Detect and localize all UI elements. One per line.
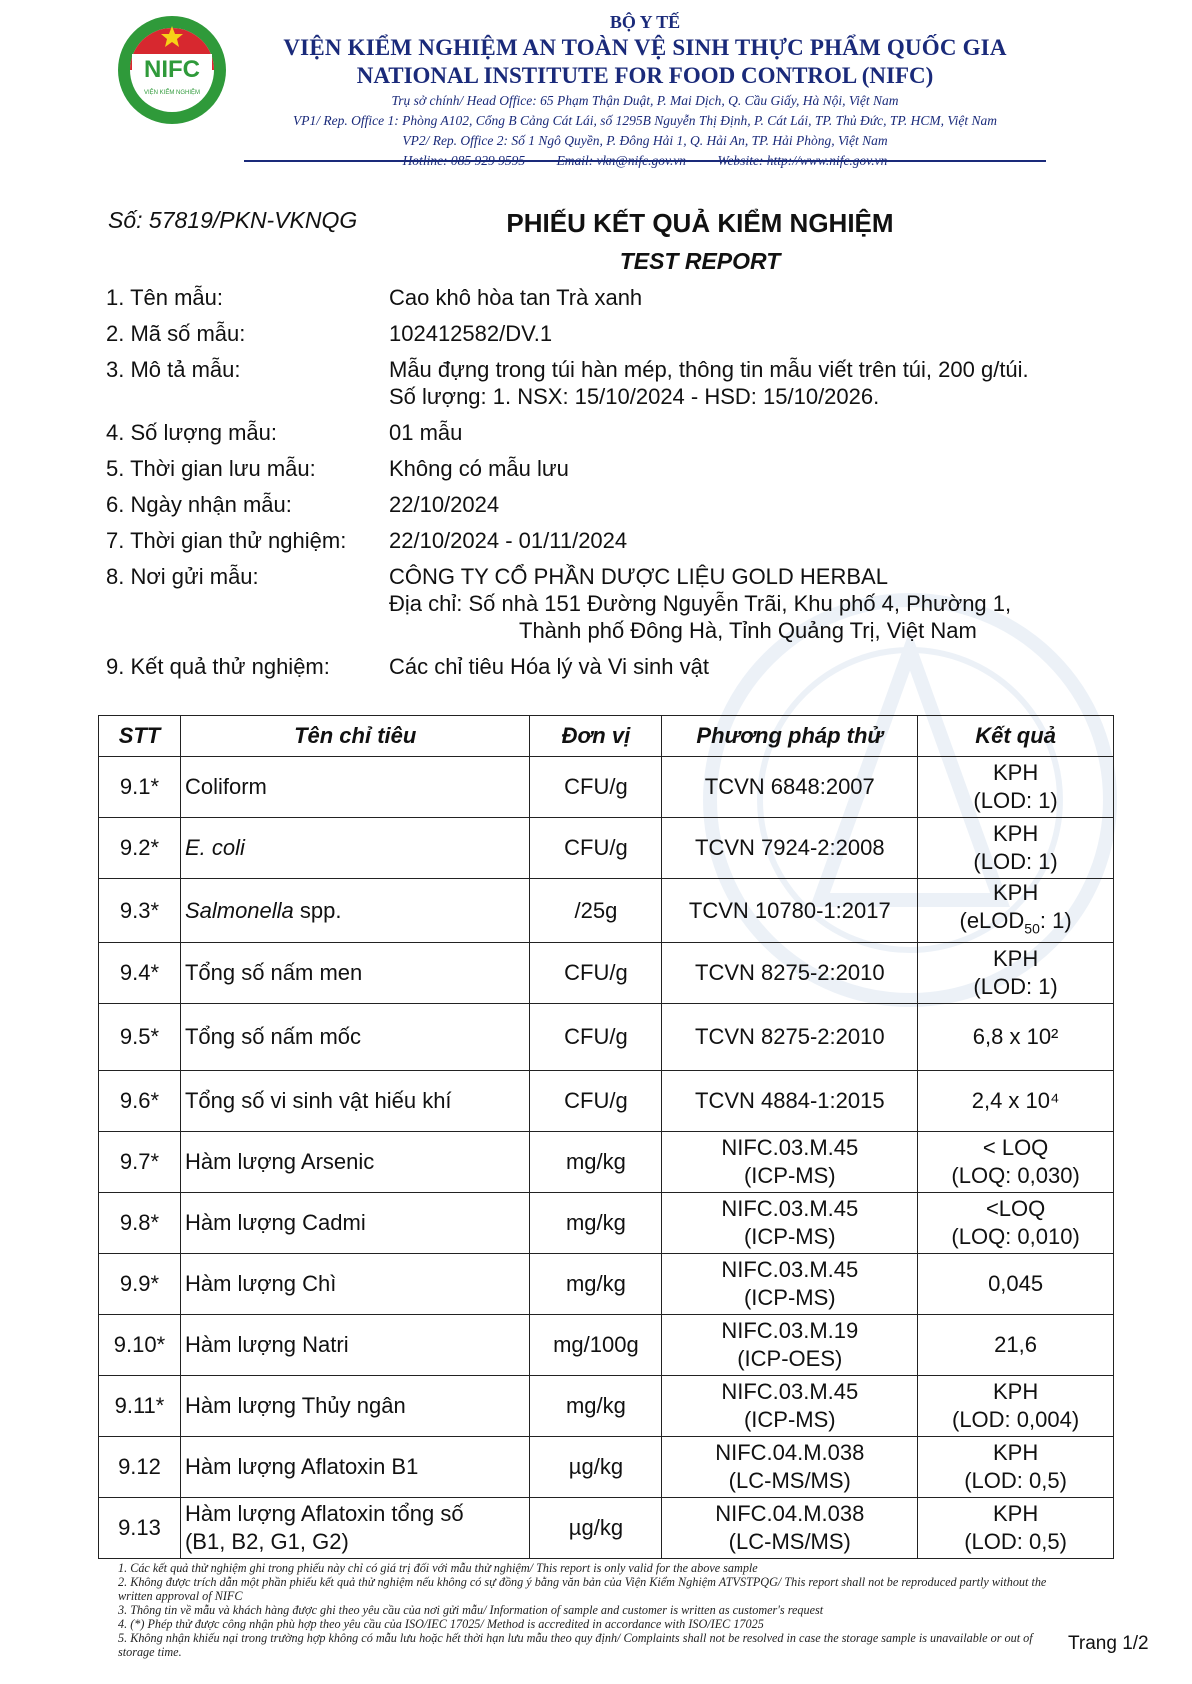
- head-office: Trụ sở chính/ Head Office: 65 Phạm Thận Duật, P. Mai Dịch, Q. Cầu Giấy, Hà Nội, Việt Nam: [391, 93, 899, 108]
- info-row: 8. Nơi gửi mẫu: CÔNG TY CỔ PHẦN DƯỢC LIỆU GOLD HERBAL Địa chỉ: Số nhà 151 Đường Nguyễn Trãi, Khu phố 4, Phường 1, Thành phố Đông Hà, Tỉnh Quảng Trị, Việt Nam: [106, 563, 1106, 653]
- table-row: 9.12 Hàm lượng Aflatoxin B1 µg/kg NIFC.04.M.038 (LC-MS/MS) KPH (LOD: 0,5): [99, 1437, 1114, 1498]
- info-row: 6. Ngày nhận mẫu: 22/10/2024: [106, 491, 1106, 527]
- table-row: 9.10* Hàm lượng Natri mg/100g NIFC.03.M.19 (ICP-OES) 21,6: [99, 1315, 1114, 1376]
- letterhead: [240, 12, 1050, 169]
- sample-quantity: 01 mẫu: [389, 420, 463, 445]
- footnote: 3. Thông tin về mẫu và khách hàng được ghi theo yêu cầu của nơi gửi mẫu/ Information of sample and customer is written as customer's request: [118, 1603, 824, 1617]
- info-row: 4. Số lượng mẫu: 01 mẫu: [106, 419, 1106, 455]
- received-date: 22/10/2024: [389, 492, 500, 517]
- table-row: 9.5* Tổng số nấm mốc CFU/g TCVN 8275-2:2010 6,8 x 10²: [99, 1004, 1114, 1071]
- col-header-result: Kết quả: [918, 716, 1114, 757]
- institute-name-vn: VIỆN KIỂM NGHIỆM AN TOÀN VỆ SINH THỰC PHẨM QUỐC GIA: [283, 35, 1007, 60]
- office-1: VP1/ Rep. Office 1: Phòng A102, Cổng B Cảng Cát Lái, số 1295B Nguyễn Thị Định, P. Cát Lái, TP. Thủ Đức, TP. HCM, Việt Nam: [292, 113, 997, 128]
- svg-text:NIFC: NIFC: [144, 56, 200, 83]
- test-result-scope: Các chỉ tiêu Hóa lý và Vi sinh vật: [389, 654, 709, 679]
- col-header-name: Tên chỉ tiêu: [180, 716, 530, 757]
- table-row: 9.7* Hàm lượng Arsenic mg/kg NIFC.03.M.45 (ICP-MS) < LOQ (LOQ: 0,030): [99, 1132, 1114, 1193]
- hotline: Hotline: 085 929 9595: [402, 153, 526, 168]
- report-subtitle: TEST REPORT: [619, 248, 781, 274]
- nifc-logo: [116, 14, 228, 126]
- info-row: 5. Thời gian lưu mẫu: Không có mẫu lưu: [106, 455, 1106, 491]
- sender: CÔNG TY CỔ PHẦN DƯỢC LIỆU GOLD HERBAL Địa chỉ: Số nhà 151 Đường Nguyễn Trãi, Khu phố 4, Phường 1, Thành phố Đông Hà, Tỉnh Quảng Trị, Việt Nam: [389, 564, 1012, 643]
- results-table: [98, 715, 1114, 1559]
- info-row: 1. Tên mẫu: Cao khô hòa tan Trà xanh: [106, 284, 1106, 320]
- footnote: 1. Các kết quả thử nghiệm ghi trong phiếu này chỉ có giá trị đối với mẫu thử nghiệm/ This report is only valid for the above sample: [118, 1561, 758, 1575]
- table-row: 9.6* Tổng số vi sinh vật hiếu khí CFU/g TCVN 4884-1:2015 2,4 x 10⁴: [99, 1071, 1114, 1132]
- institute-name-en: NATIONAL INSTITUTE FOR FOOD CONTROL (NIFC): [356, 63, 934, 88]
- table-row: 9.13 Hàm lượng Aflatoxin tổng số (B1, B2, G1, G2) µg/kg NIFC.04.M.038 (LC-MS/MS) KPH (LOD: 0,5): [99, 1498, 1114, 1559]
- table-row: 9.11* Hàm lượng Thủy ngân mg/kg NIFC.03.M.45 (ICP-MS) KPH (LOD: 0,004): [99, 1376, 1114, 1437]
- footnote: 2. Không được trích dẫn một phần phiếu kết quả thử nghiệm nếu không có sự đồng ý bằng văn bản của Viện Kiểm Nghiệm ATVSTPQG/ This report shall not be reproduced partly without the written approval of NIFC: [118, 1575, 1047, 1603]
- table-row: 9.3* Salmonella spp. /25g TCVN 10780-1:2017 KPH (eLOD$_{50}$: 1): [99, 879, 1114, 943]
- report-title: PHIẾU KẾT QUẢ KIỂM NGHIỆM: [506, 208, 894, 238]
- table-row: 9.4* Tổng số nấm men CFU/g TCVN 8275-2:2010 KPH (LOD: 1): [99, 943, 1114, 1004]
- page-number: Trang 1/2: [1068, 1633, 1149, 1654]
- table-header-row: [99, 716, 1114, 757]
- ministry-name: BỘ Y TẾ: [609, 12, 681, 32]
- svg-text:VIỆN KIỂM NGHIỆM: VIỆN KIỂM NGHIỆM: [143, 90, 201, 96]
- email: Email: vkn@nifc.gov.vn: [556, 153, 687, 168]
- table-row: 9.1* Coliform CFU/g TCVN 6848:2007 KPH (LOD: 1): [99, 757, 1114, 818]
- info-row: 9. Kết quả thử nghiệm: Các chỉ tiêu Hóa lý và Vi sinh vật: [106, 653, 1106, 689]
- website: Website: http://www.nifc.gov.vn: [717, 153, 888, 168]
- sample-retention: Không có mẫu lưu: [389, 456, 569, 481]
- table-row: 9.8* Hàm lượng Cadmi mg/kg NIFC.03.M.45 (ICP-MS) <LOQ (LOQ: 0,010): [99, 1193, 1114, 1254]
- sample-code: 102412582/DV.1: [389, 321, 553, 346]
- table-row: 9.9* Hàm lượng Chì mg/kg NIFC.03.M.45 (ICP-MS) 0,045: [99, 1254, 1114, 1315]
- sample-description: Mẫu đựng trong túi hàn mép, thông tin mẫu viết trên túi, 200 g/túi. Số lượng: 1. NSX: 15/10/2024 - HSD: 15/10/2026.: [389, 357, 1029, 409]
- col-header-method: Phương pháp thử: [662, 716, 918, 757]
- footnote: 5. Không nhận khiếu nại trong trường hợp không có mẫu lưu hoặc hết thời hạn lưu mẫu theo quy định/ Complaints shall not be resolved in case the storage sample is unavailable or out of storage time.: [118, 1631, 1033, 1659]
- report-number: Số: 57819/PKN-VKNQG: [108, 207, 358, 233]
- table-row: 9.2* E. coli CFU/g TCVN 7924-2:2008 KPH (LOD: 1): [99, 818, 1114, 879]
- footnotes: [118, 1561, 1058, 1659]
- test-period: 22/10/2024 - 01/11/2024: [389, 528, 628, 553]
- info-row: 3. Mô tả mẫu: Mẫu đựng trong túi hàn mép, thông tin mẫu viết trên túi, 200 g/túi. Số lượng: 1. NSX: 15/10/2024 - HSD: 15/10/2026.: [106, 356, 1106, 419]
- info-row: 2. Mã số mẫu: 102412582/DV.1: [106, 320, 1106, 356]
- footnote: 4. (*) Phép thử được công nhận phù hợp theo yêu cầu của ISO/IEC 17025/ Method is accredited in accordance with ISO/IEC 17025: [118, 1617, 764, 1631]
- sample-info: [106, 284, 1106, 689]
- header-rule: [244, 160, 1046, 162]
- sample-name: Cao khô hòa tan Trà xanh: [389, 285, 643, 310]
- info-row: 7. Thời gian thử nghiệm: 22/10/2024 - 01/11/2024: [106, 527, 1106, 563]
- col-header-unit: Đơn vị: [530, 716, 662, 757]
- col-header-stt: STT: [99, 716, 181, 757]
- office-2: VP2/ Rep. Office 2: Số 1 Ngô Quyền, P. Đông Hải 1, Q. Hải An, TP. Hải Phòng, Việt Nam: [402, 133, 888, 148]
